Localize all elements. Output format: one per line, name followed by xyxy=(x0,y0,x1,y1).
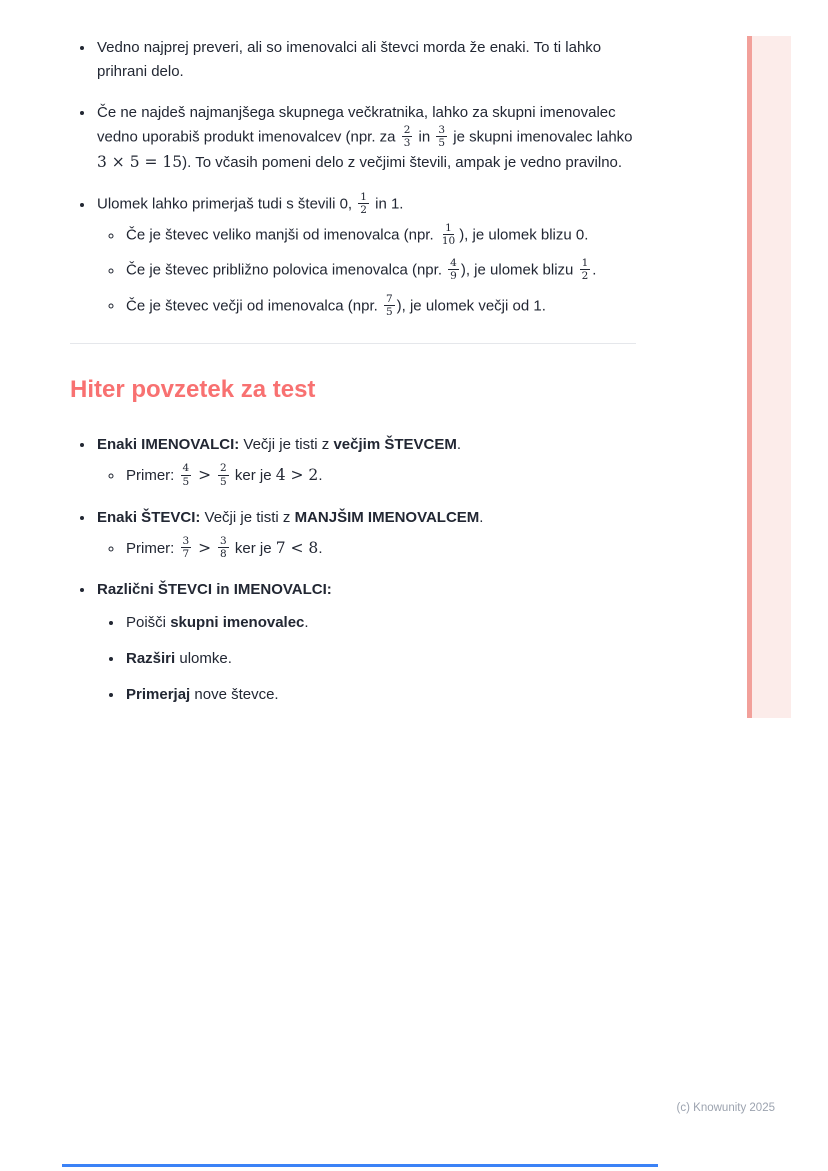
fraction-denominator: 5 xyxy=(385,305,393,318)
text: in xyxy=(414,128,435,146)
fraction-denominator: 8 xyxy=(220,548,227,561)
fraction xyxy=(181,462,192,487)
list-item-example xyxy=(124,536,636,562)
example-sublist xyxy=(97,536,636,562)
text: Večji je tisti z xyxy=(200,508,295,526)
bold-text: Razširi xyxy=(126,650,176,668)
fraction-numerator: 1 xyxy=(445,222,452,235)
fraction-numerator: 2 xyxy=(403,124,411,136)
text: Vedno najprej preveri, ali so imenovalci ali števci morda že enaki. To ti lahko prihrani delo. xyxy=(97,39,602,80)
document-content xyxy=(70,36,636,724)
text: ). To včasih pomeni delo z večjimi števili, ampak je vedno pravilno. xyxy=(182,154,623,172)
fraction xyxy=(181,535,192,560)
text: . xyxy=(318,467,323,485)
text: ), je ulomek blizu 0. xyxy=(459,226,589,244)
text: . xyxy=(456,436,462,454)
fraction-denominator: 3 xyxy=(403,137,411,150)
list-item-equal-denominators xyxy=(95,433,636,489)
section-divider xyxy=(70,343,636,344)
steps-sublist xyxy=(97,611,636,707)
text: Primer: xyxy=(126,539,179,557)
fraction-numerator: 2 xyxy=(220,462,227,475)
text: Če je števec večji od imenovalca (npr. xyxy=(126,297,382,315)
summary-list xyxy=(70,433,636,707)
text: ), je ulomek večji od 1. xyxy=(396,297,546,315)
math-expression: 7 < 8 xyxy=(275,538,319,557)
list-item-near-half xyxy=(124,258,636,283)
fraction-numerator: 3 xyxy=(182,535,190,548)
text: ker je xyxy=(230,539,276,557)
text: . xyxy=(304,614,309,632)
fraction-numerator: 7 xyxy=(385,292,393,305)
footer-credit: (c) Knowunity 2025 xyxy=(676,1102,775,1114)
tips-sublist xyxy=(97,223,636,318)
fraction-denominator: 5 xyxy=(220,475,227,488)
list-item-compare-reference xyxy=(95,192,636,319)
fraction xyxy=(358,191,369,216)
list-item-equal-numerators xyxy=(95,506,636,562)
text: ), je ulomek blizu xyxy=(460,261,578,279)
list-item-check-equal xyxy=(95,36,636,84)
list-item-step-compare xyxy=(124,683,636,707)
fraction xyxy=(384,293,395,318)
fraction xyxy=(218,462,229,487)
fraction-numerator: 3 xyxy=(220,535,227,548)
text: ker je xyxy=(230,467,276,485)
text: je skupni imenovalec lahko xyxy=(449,128,633,146)
fraction-denominator: 2 xyxy=(581,270,589,283)
example-sublist xyxy=(97,463,636,489)
math-expression: 3 × 5 = 15 xyxy=(97,153,183,172)
fraction xyxy=(448,257,459,282)
fraction xyxy=(218,535,229,560)
text: Ulomek lahko primerjaš tudi s števili 0, xyxy=(97,195,357,213)
list-item-near-zero xyxy=(124,223,636,248)
fraction-denominator: 9 xyxy=(450,270,457,283)
bold-text: večjim ŠTEVCEM xyxy=(333,436,457,454)
text: . xyxy=(592,261,597,279)
fraction-numerator: 3 xyxy=(438,124,446,136)
right-margin-highlight xyxy=(747,36,791,718)
bold-text: MANJŠIM IMENOVALCEM xyxy=(294,508,480,526)
fraction xyxy=(436,124,447,149)
text: Če ne najdeš najmanjšega skupnega večkratnika, lahko za skupni imenovalec vedno uporabiš produkt imenovalcev (npr. za xyxy=(97,104,616,146)
fraction-numerator: 1 xyxy=(360,191,367,204)
bold-text: Enaki IMENOVALCI: xyxy=(97,436,240,454)
fraction-denominator: 5 xyxy=(438,137,446,150)
fraction-denominator: 10 xyxy=(441,235,456,248)
text: ulomke. xyxy=(175,650,232,668)
math-expression: 4 > 2 xyxy=(275,466,319,485)
bold-text: Enaki ŠTEVCI: xyxy=(97,508,201,526)
text: Če je števec približno polovica imenovalca (npr. xyxy=(126,261,447,279)
text: . xyxy=(318,539,323,557)
list-item-step-common-denominator xyxy=(124,611,636,635)
fraction-numerator: 4 xyxy=(450,257,457,270)
bottom-blue-line xyxy=(62,1164,658,1167)
list-item-different-both xyxy=(95,578,636,707)
math-operator: > xyxy=(193,466,217,485)
bold-text: Primerjaj xyxy=(126,686,191,704)
list-item-greater-than-one xyxy=(124,294,636,319)
text: . xyxy=(479,508,484,526)
text: nove števce. xyxy=(190,686,279,704)
bold-text: skupni imenovalec xyxy=(170,614,305,632)
list-item-example xyxy=(124,463,636,489)
fraction-denominator: 2 xyxy=(360,204,367,217)
fraction xyxy=(402,124,413,149)
text: Večji je tisti z xyxy=(239,436,334,454)
fraction-numerator: 1 xyxy=(581,257,589,270)
bold-text: Različni ŠTEVCI in IMENOVALCI: xyxy=(97,581,332,599)
tips-list xyxy=(70,36,636,319)
fraction-denominator: 7 xyxy=(182,548,190,561)
section-heading: Hiter povzetek za test xyxy=(70,375,316,403)
math-operator: > xyxy=(193,538,217,557)
text: Poišči xyxy=(126,614,171,632)
fraction-numerator: 4 xyxy=(182,462,190,475)
list-item-product-denominators xyxy=(95,101,636,175)
text: Če je števec veliko manjši od imenovalca (npr. xyxy=(126,226,438,244)
list-item-step-expand xyxy=(124,647,636,671)
text: in 1. xyxy=(370,195,404,213)
text: Primer: xyxy=(126,467,179,485)
fraction xyxy=(580,257,591,282)
fraction-denominator: 5 xyxy=(182,475,190,488)
fraction xyxy=(440,222,457,247)
